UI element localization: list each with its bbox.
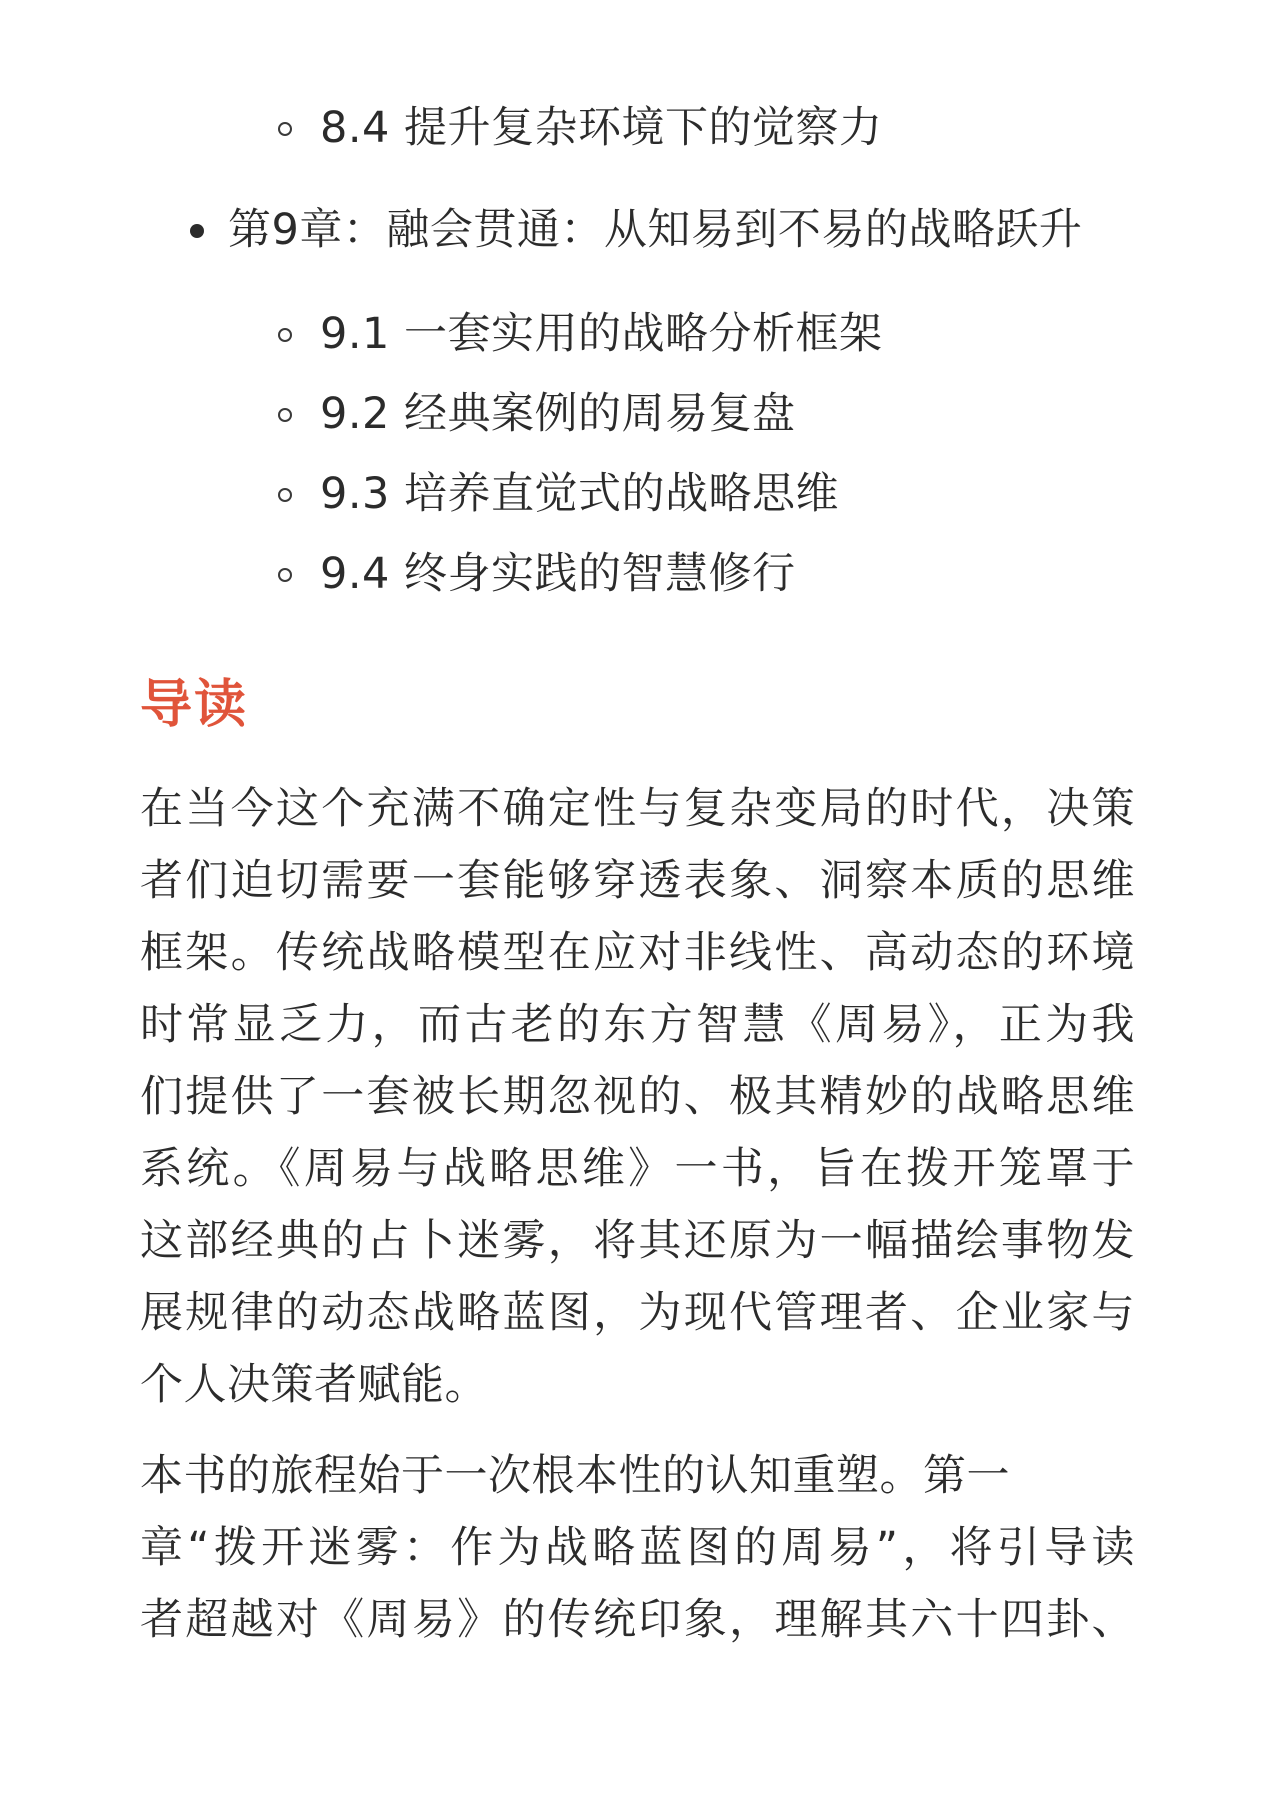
toc-item-9-3[interactable]	[320, 466, 839, 522]
toc-item-8-4[interactable]	[320, 100, 883, 156]
toc-item-9-1[interactable]	[320, 306, 883, 362]
intro-paragraph-1	[140, 773, 1135, 1421]
toc-chapter-label: 第9章：融会贯通：从知易到不易的战略跃升	[228, 205, 1083, 255]
toc-item-label: 8.4 提升复杂环境下的觉察力	[320, 103, 883, 153]
hollow-bullet-icon	[278, 408, 292, 422]
toc-item-label: 9.2 经典案例的周易复盘	[320, 389, 796, 439]
hollow-bullet-icon	[278, 122, 292, 136]
paragraph-line: 本书的旅程始于一次根本性的认知重塑。第一	[140, 1451, 1010, 1501]
hollow-bullet-icon	[278, 568, 292, 582]
paragraph-line: 系统。《周易与战略思维》一书，旨在拨开笼罩于	[140, 1144, 1135, 1194]
intro-paragraph-2	[140, 1440, 1135, 1656]
toc-item-label: 9.1 一套实用的战略分析框架	[320, 309, 883, 359]
paragraph-line: 者超越对《周易》的传统印象，理解其六十四卦、	[140, 1595, 1135, 1645]
hollow-bullet-icon	[278, 328, 292, 342]
paragraph-line: 章“拨开迷雾：作为战略蓝图的周易”，将引导读	[140, 1523, 1135, 1573]
toc-item-label: 9.4 终身实践的智慧修行	[320, 549, 796, 599]
toc-chapter-9[interactable]	[228, 202, 1082, 258]
filled-bullet-icon	[190, 224, 204, 238]
toc-item-label: 9.3 培养直觉式的战略思维	[320, 469, 840, 519]
paragraph-line: 框架。传统战略模型在应对非线性、高动态的环境	[140, 928, 1135, 978]
paragraph-line: 个人决策者赋能。	[140, 1360, 488, 1410]
paragraph-line: 这部经典的占卜迷雾，将其还原为一幅描绘事物发	[140, 1216, 1135, 1266]
paragraph-line: 展规律的动态战略蓝图，为现代管理者、企业家与	[140, 1288, 1135, 1338]
paragraph-line: 在当今这个充满不确定性与复杂变局的时代，决策	[140, 784, 1135, 834]
hollow-bullet-icon	[278, 488, 292, 502]
toc-item-9-4[interactable]	[320, 546, 796, 602]
toc-item-9-2[interactable]	[320, 386, 796, 442]
paragraph-line: 者们迫切需要一套能够穿透表象、洞察本质的思维	[140, 856, 1135, 906]
paragraph-line: 时常显乏力，而古老的东方智慧《周易》，正为我	[140, 1000, 1135, 1050]
paragraph-line: 们提供了一套被长期忽视的、极其精妙的战略思维	[140, 1072, 1135, 1122]
section-heading: 导读	[140, 675, 249, 735]
